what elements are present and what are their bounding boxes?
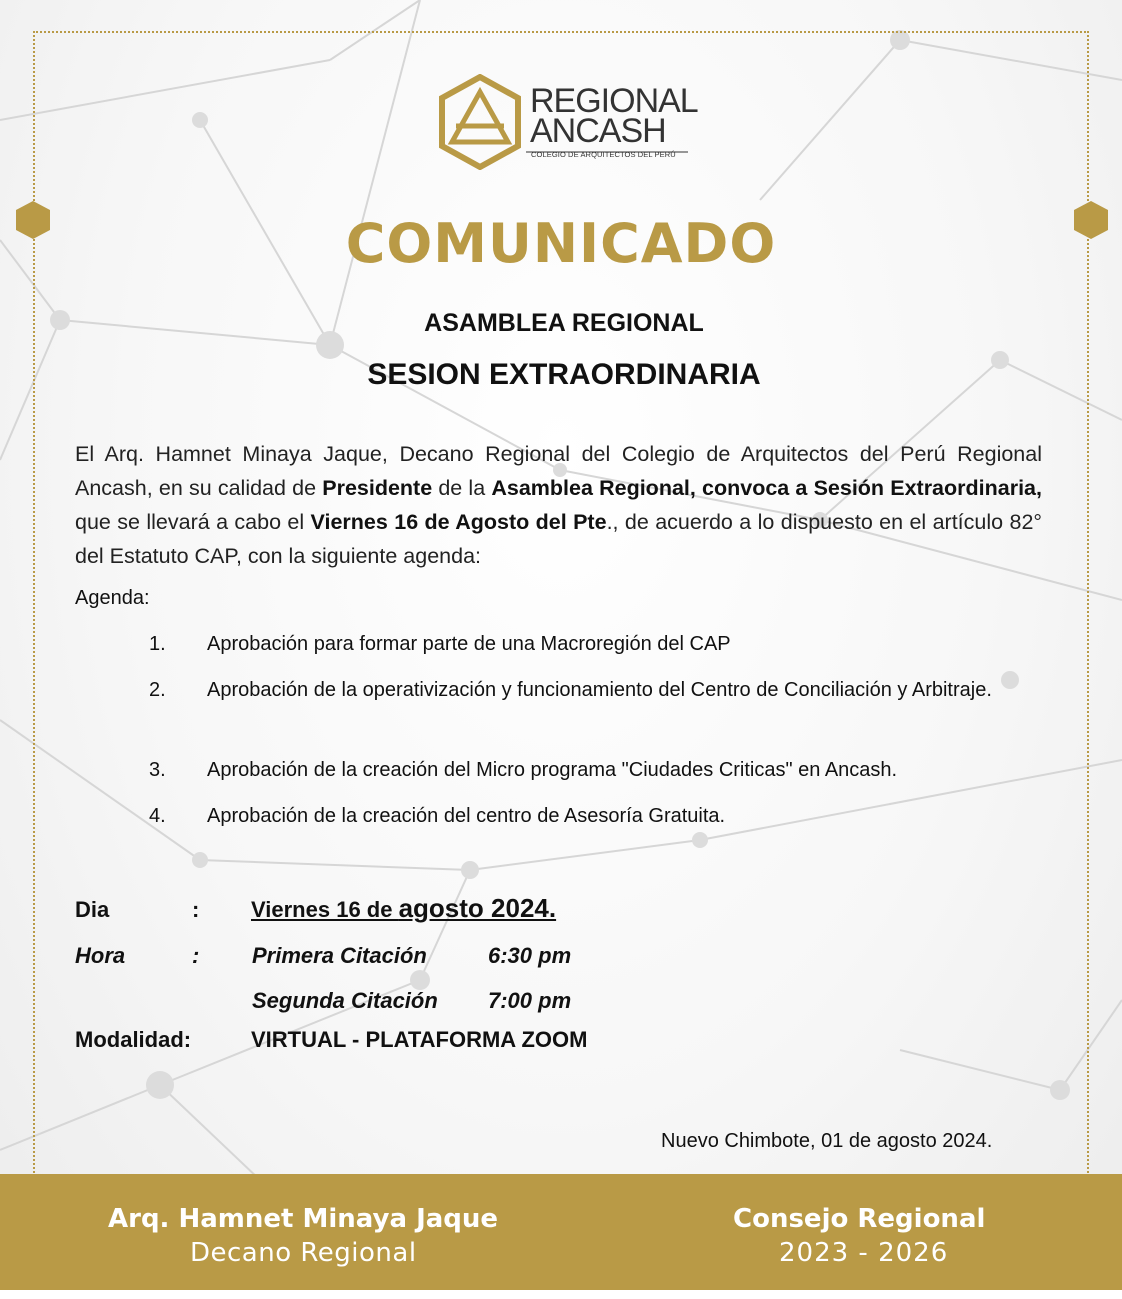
logo-text-ancash: ANCASH [530, 112, 666, 150]
dia-label: Dia [75, 897, 110, 922]
subtitle-sesion: SESION EXTRAORDINARIA [367, 358, 761, 391]
hora-label: Hora [75, 943, 126, 968]
segunda-citacion-time: 7:00 pm [488, 988, 572, 1013]
agenda-item-text: Aprobación de la creación del centro de Asesoría Gratuita. [207, 805, 726, 827]
modalidad-label: Modalidad: [75, 1027, 192, 1052]
segunda-citacion-label: Segunda Citación [252, 988, 438, 1013]
dia-value: Viernes 16 de agosto 2024. [251, 893, 557, 923]
page-title: COMUNICADO [345, 212, 777, 275]
place-date: Nuevo Chimbote, 01 de agosto 2024. [661, 1130, 993, 1152]
logo-subtitle: COLEGIO DE ARQUITECTOS DEL PERÚ [531, 150, 676, 159]
footer-years: 2023 - 2026 [779, 1238, 949, 1268]
agenda-item-number: 1. [149, 633, 166, 655]
primera-citacion-label: Primera Citación [252, 943, 427, 968]
logo-text-regional: REGIONAL [530, 82, 698, 120]
agenda-item-text: Aprobación de la operativización y funcionamiento del Centro de Conciliación y Arbitraje. [207, 679, 992, 701]
footer-signer-name: Arq. Hamnet Minaya Jaque [108, 1204, 499, 1234]
subtitle-asamblea: ASAMBLEA REGIONAL [424, 309, 704, 337]
agenda-item-number: 3. [149, 759, 166, 781]
agenda-item-text: Aprobación para formar parte de una Macroregión del CAP [207, 633, 731, 655]
footer-bottom-line [0, 1290, 1122, 1299]
modalidad-value: VIRTUAL - PLATAFORMA ZOOM [251, 1027, 588, 1052]
hora-colon: : [192, 943, 200, 968]
agenda-label: Agenda: [75, 587, 150, 609]
body-paragraph: El Arq. Hamnet Minaya Jaque, Decano Regional del Colegio de Arquitectos del Perú Regional Ancash, en su calidad de Presidente de la Asamblea Regional, convoca a Sesión Extraordinaria, que se llevará a cabo el Viernes 16 de Agosto del Pte., de acuerdo a lo dispuesto en el artículo 82° del Estatuto CAP, con la siguiente agenda: [75, 442, 1042, 568]
agenda-item-number: 4. [149, 805, 166, 827]
primera-citacion-time: 6:30 pm [488, 943, 572, 968]
footer-signer-role: Decano Regional [190, 1238, 417, 1268]
footer-band [0, 1174, 1122, 1299]
dia-colon: : [192, 897, 200, 922]
footer-council: Consejo Regional [733, 1204, 986, 1234]
agenda-item-text: Aprobación de la creación del Micro programa "Ciudades Criticas" en Ancash. [207, 759, 898, 781]
agenda-item-number: 2. [149, 679, 166, 701]
